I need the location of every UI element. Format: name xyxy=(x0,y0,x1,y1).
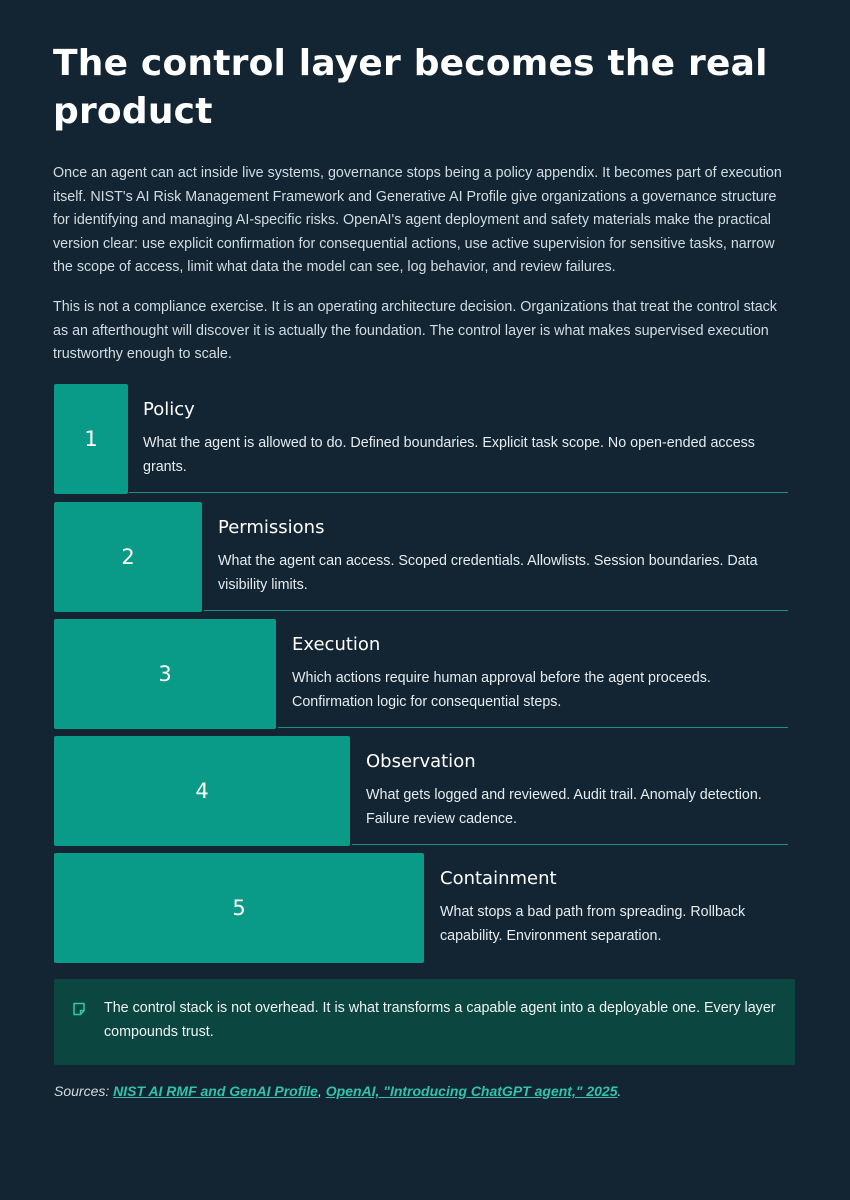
callout-box xyxy=(54,979,795,1065)
layer-content xyxy=(278,619,788,728)
layer-number-block: 3 xyxy=(54,619,276,729)
layer-content xyxy=(129,384,788,493)
layer-description: Which actions require human approval before the agent proceeds. Confirmation logic for consequential steps. xyxy=(292,670,711,710)
layer-number-block: 2 xyxy=(54,502,202,612)
callout-text: The control stack is not overhead. It is what transforms a capable agent into a deployable one. Every layer compounds trust. xyxy=(104,1000,776,1040)
layer-content xyxy=(204,502,788,611)
sources-end: . xyxy=(617,1083,622,1099)
intro-paragraph: Once an agent can act inside live systems, governance stops being a policy appendix. It becomes part of execution itself. NIST's AI Risk Management Framework and Generative AI Profile give organizations a governance structure for identifying and managing AI-specific risks. OpenAI's agent deployment and safety materials make the practical version clear: use explicit confirmation for consequential actions, use active supervision for sensitive tasks, narrow the scope of access, limit what data the model can see, log behavior, and review failures. xyxy=(53,165,782,275)
architecture-paragraph: This is not a compliance exercise. It is an operating architecture decision. Organizations that treat the control stack as an afterthought will discover it is actually the foundation. The control layer is what makes supervised execution trustworthy enough to scale. xyxy=(53,299,777,362)
layer-number-block: 5 xyxy=(54,853,424,963)
sources-separator: , xyxy=(317,1083,326,1099)
sources-line xyxy=(54,1083,796,1099)
layer-description: What the agent is allowed to do. Defined boundaries. Explicit task scope. No open-ended access grants. xyxy=(143,435,755,475)
source-link-nist[interactable]: NIST AI RMF and GenAI Profile xyxy=(113,1083,318,1099)
note-icon xyxy=(72,1002,86,1016)
layer-title: Containment xyxy=(440,868,557,889)
layer-description: What stops a bad path from spreading. Rollback capability. Environment separation. xyxy=(440,904,746,944)
layer-description: What the agent can access. Scoped credentials. Allowlists. Session boundaries. Data visibility limits. xyxy=(218,553,758,593)
layer-title: Policy xyxy=(143,399,195,420)
layer-title: Observation xyxy=(366,751,476,772)
layer-content xyxy=(426,853,788,961)
layer-number-block: 4 xyxy=(54,736,350,846)
layer-number-block: 1 xyxy=(54,384,128,494)
layer-title: Permissions xyxy=(218,517,325,538)
layer-content xyxy=(352,736,788,845)
sources-label: Sources: xyxy=(54,1083,114,1099)
source-link-openai[interactable]: OpenAI, "Introducing ChatGPT agent," 2025 xyxy=(325,1083,618,1099)
layer-description: What gets logged and reviewed. Audit trail. Anomaly detection. Failure review cadence. xyxy=(366,787,762,827)
page-title: The control layer becomes the real product xyxy=(53,43,768,132)
layer-title: Execution xyxy=(292,634,381,655)
